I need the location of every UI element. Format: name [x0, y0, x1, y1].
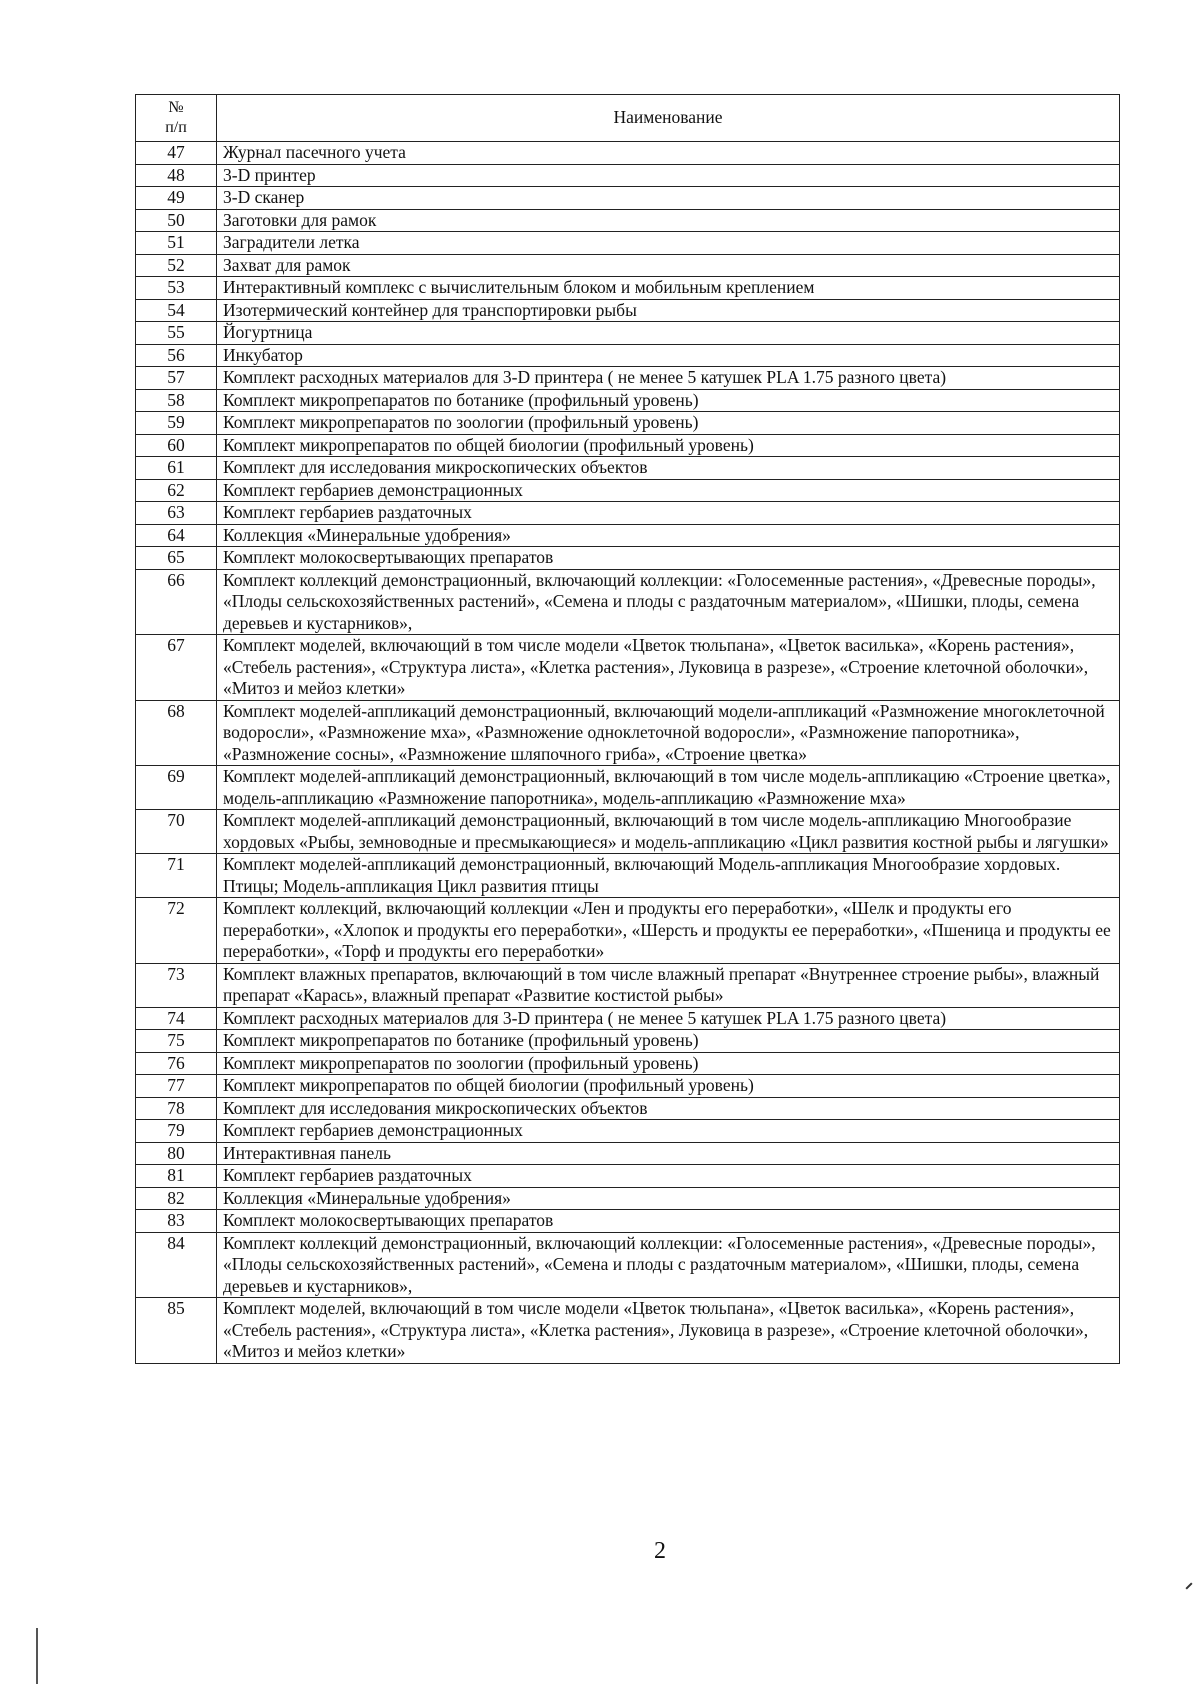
- row-name: Коллекция «Минеральные удобрения»: [217, 1187, 1120, 1210]
- table-row: [136, 209, 1120, 232]
- table-row: [136, 1165, 1120, 1188]
- table-row: [136, 1210, 1120, 1233]
- table-row: [136, 299, 1120, 322]
- table-row: [136, 810, 1120, 854]
- page-number: 2: [654, 1538, 666, 1564]
- row-name: Интерактивная панель: [217, 1142, 1120, 1165]
- name-column-header: Наименование: [217, 95, 1120, 142]
- row-name: Комплект микропрепаратов по ботанике (профильный уровень): [217, 1030, 1120, 1053]
- table-row: [136, 569, 1120, 635]
- table-row: [136, 479, 1120, 502]
- row-name: Комплект моделей, включающий в том числе модели «Цветок тюльпана», «Цветок василька», «Корень растения», «Стебель растения», «Структура листа», «Клетка растения», Луковица в разрезе», «Строение клеточной оболочки», «Митоз и мейоз клетки»: [217, 635, 1120, 701]
- table-row: [136, 1142, 1120, 1165]
- row-name: Комплект микропрепаратов по общей биологии (профильный уровень): [217, 1075, 1120, 1098]
- table-row: [136, 898, 1120, 964]
- row-name: Комплект для исследования микроскопических объектов: [217, 457, 1120, 480]
- table-row: [136, 635, 1120, 701]
- table-row: [136, 1052, 1120, 1075]
- equipment-table: [135, 94, 1120, 1364]
- row-name: Комплект моделей-аппликаций демонстрационный, включающий Модель-аппликация Многообразие хордовых. Птицы; Модель-аппликация Цикл развития птицы: [217, 854, 1120, 898]
- row-number: 71: [136, 854, 217, 898]
- row-number: 73: [136, 963, 217, 1007]
- table-row: [136, 457, 1120, 480]
- row-name: Инкубатор: [217, 344, 1120, 367]
- table-row: [136, 142, 1120, 165]
- row-name: Комплект коллекций, включающий коллекции «Лен и продукты его переработки», «Шелк и продукты его переработки», «Хлопок и продукты его переработки», «Шерсть и продукты ее переработки», «Пшеница и продукты ее переработки», «Торф и продукты его переработки»: [217, 898, 1120, 964]
- table-row: [136, 434, 1120, 457]
- row-number: 82: [136, 1187, 217, 1210]
- table-row: [136, 1298, 1120, 1364]
- row-number: 62: [136, 479, 217, 502]
- row-name: Комплект расходных материалов для 3-D принтера ( не менее 5 катушек PLA 1.75 разного цвета): [217, 1007, 1120, 1030]
- table-row: [136, 963, 1120, 1007]
- row-number: 60: [136, 434, 217, 457]
- table-row: [136, 1187, 1120, 1210]
- row-number: 56: [136, 344, 217, 367]
- row-name: Комплект для исследования микроскопических объектов: [217, 1097, 1120, 1120]
- row-name: Комплект гербариев раздаточных: [217, 1165, 1120, 1188]
- row-number: 85: [136, 1298, 217, 1364]
- row-name: Комплект влажных препаратов, включающий в том числе влажный препарат «Внутреннее строение рыбы», влажный препарат «Карась», влажный препарат «Развитие костистой рыбы»: [217, 963, 1120, 1007]
- scan-edge-mark: [36, 1628, 38, 1684]
- row-number: 65: [136, 547, 217, 570]
- table-row: [136, 367, 1120, 390]
- number-column-header: [136, 95, 217, 142]
- row-number: 50: [136, 209, 217, 232]
- row-name: Изотермический контейнер для транспортировки рыбы: [217, 299, 1120, 322]
- row-number: 84: [136, 1232, 217, 1298]
- row-number: 49: [136, 187, 217, 210]
- row-number: 57: [136, 367, 217, 390]
- row-number: 68: [136, 700, 217, 766]
- row-name: Комплект моделей-аппликаций демонстрационный, включающий модели-аппликаций «Размножение многоклеточной водоросли», «Размножение мха», «Размножение одноклеточной водоросли», «Размножение папоротника», «Размножение сосны», «Размножение шляпочного гриба», «Строение цветка»: [217, 700, 1120, 766]
- table-row: [136, 254, 1120, 277]
- row-name: Комплект гербариев демонстрационных: [217, 1120, 1120, 1143]
- row-number: 70: [136, 810, 217, 854]
- row-number: 77: [136, 1075, 217, 1098]
- row-name: Комплект микропрепаратов по ботанике (профильный уровень): [217, 389, 1120, 412]
- table-row: [136, 1030, 1120, 1053]
- table-row: [136, 232, 1120, 255]
- row-name: Комплект микропрепаратов по зоологии (профильный уровень): [217, 412, 1120, 435]
- row-name: Комплект молокосвертывающих препаратов: [217, 547, 1120, 570]
- row-number: 78: [136, 1097, 217, 1120]
- row-name: Интерактивный комплекс с вычислительным блоком и мобильным креплением: [217, 277, 1120, 300]
- row-number: 79: [136, 1120, 217, 1143]
- row-name: Комплект гербариев раздаточных: [217, 502, 1120, 525]
- row-name: Комплект моделей-аппликаций демонстрационный, включающий в том числе модель-аппликацию «Строение цветка», модель-аппликацию «Размножение папоротника», модель-аппликацию «Размножение мха»: [217, 766, 1120, 810]
- row-name: Комплект коллекций демонстрационный, включающий коллекции: «Голосеменные растения», «Древесные породы», «Плоды сельскохозяйственных растений», «Семена и плоды с раздаточным материалом», «Шишки, плоды, семена деревьев и кустарников»,: [217, 1232, 1120, 1298]
- table-body: [136, 142, 1120, 1364]
- row-number: 67: [136, 635, 217, 701]
- row-name: Комплект расходных материалов для 3-D принтера ( не менее 5 катушек PLA 1.75 разного цвета): [217, 367, 1120, 390]
- table-row: [136, 1075, 1120, 1098]
- table-row: [136, 412, 1120, 435]
- row-name: Комплект коллекций демонстрационный, включающий коллекции: «Голосеменные растения», «Древесные породы», «Плоды сельскохозяйственных растений», «Семена и плоды с раздаточным материалом», «Шишки, плоды, семена деревьев и кустарников»,: [217, 569, 1120, 635]
- row-number: 53: [136, 277, 217, 300]
- table-row: [136, 700, 1120, 766]
- table-row: [136, 322, 1120, 345]
- table-row: [136, 1097, 1120, 1120]
- row-number: 69: [136, 766, 217, 810]
- table-row: [136, 164, 1120, 187]
- table-row: [136, 344, 1120, 367]
- table-row: [136, 1232, 1120, 1298]
- row-number: 74: [136, 1007, 217, 1030]
- row-name: Комплект моделей-аппликаций демонстрационный, включающий в том числе модель-аппликацию Многообразие хордовых «Рыбы, земноводные и пресмыкающиеся» и модель-аппликацию «Цикл развития костной рыбы и лягушки»: [217, 810, 1120, 854]
- row-name: Захват для рамок: [217, 254, 1120, 277]
- table-row: [136, 277, 1120, 300]
- row-name: Комплект молокосвертывающих препаратов: [217, 1210, 1120, 1233]
- row-number: 54: [136, 299, 217, 322]
- table-row: [136, 524, 1120, 547]
- row-name: Комплект гербариев демонстрационных: [217, 479, 1120, 502]
- row-name: 3-D сканер: [217, 187, 1120, 210]
- table-row: [136, 854, 1120, 898]
- number-header-abbrev: п/п: [165, 119, 187, 136]
- row-number: 64: [136, 524, 217, 547]
- row-name: Комплект микропрепаратов по общей биологии (профильный уровень): [217, 434, 1120, 457]
- row-number: 72: [136, 898, 217, 964]
- table-row: [136, 502, 1120, 525]
- table-row: [136, 389, 1120, 412]
- row-number: 80: [136, 1142, 217, 1165]
- row-name: Комплект микропрепаратов по зоологии (профильный уровень): [217, 1052, 1120, 1075]
- row-name: Журнал пасечного учета: [217, 142, 1120, 165]
- row-number: 75: [136, 1030, 217, 1053]
- row-name: Комплект моделей, включающий в том числе модели «Цветок тюльпана», «Цветок василька», «Корень растения», «Стебель растения», «Структура листа», «Клетка растения», Луковица в разрезе», «Строение клеточной оболочки», «Митоз и мейоз клетки»: [217, 1298, 1120, 1364]
- row-name: Коллекция «Минеральные удобрения»: [217, 524, 1120, 547]
- table-row: [136, 766, 1120, 810]
- number-header-symbol: №: [168, 99, 184, 116]
- row-number: 58: [136, 389, 217, 412]
- table-row: [136, 547, 1120, 570]
- row-number: 81: [136, 1165, 217, 1188]
- header-row: [136, 95, 1120, 142]
- row-name: Йогуртница: [217, 322, 1120, 345]
- row-number: 48: [136, 164, 217, 187]
- row-name: Заготовки для рамок: [217, 209, 1120, 232]
- row-number: 83: [136, 1210, 217, 1233]
- row-number: 61: [136, 457, 217, 480]
- row-name: Заградители летка: [217, 232, 1120, 255]
- table-header: [136, 95, 1120, 142]
- table-row: [136, 1007, 1120, 1030]
- scan-tick-mark: [1185, 1582, 1192, 1589]
- row-number: 63: [136, 502, 217, 525]
- row-number: 52: [136, 254, 217, 277]
- row-number: 51: [136, 232, 217, 255]
- row-number: 55: [136, 322, 217, 345]
- table-row: [136, 1120, 1120, 1143]
- row-name: 3-D принтер: [217, 164, 1120, 187]
- table-row: [136, 187, 1120, 210]
- row-number: 76: [136, 1052, 217, 1075]
- row-number: 66: [136, 569, 217, 635]
- row-number: 59: [136, 412, 217, 435]
- row-number: 47: [136, 142, 217, 165]
